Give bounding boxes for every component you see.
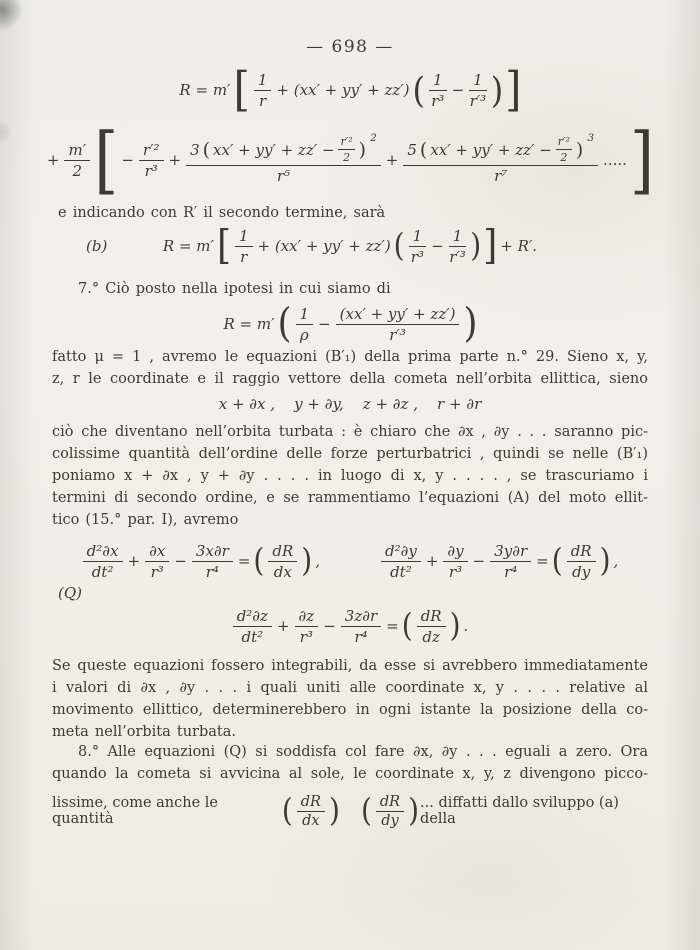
equals-sign: =	[536, 552, 549, 570]
numerator: 1	[469, 71, 487, 91]
minus-sign: −	[318, 315, 331, 333]
fraction-dz-r3	[295, 607, 319, 646]
numerator: r′²	[557, 135, 570, 148]
text-line: colissime quantità dell’ordine delle forze perturbatrici , quindi se nelle (B′₁)	[52, 446, 648, 462]
paragraph-se-queste	[52, 655, 648, 743]
plus-sign: +	[168, 151, 182, 169]
ellipsis-dots: .....	[603, 151, 627, 169]
eq-lhs: R = m′	[223, 315, 275, 333]
punctuation: .	[463, 617, 469, 635]
equals-sign: =	[386, 617, 399, 635]
numerator: 3x∂r	[192, 542, 233, 562]
fraction-dR-dx	[268, 542, 297, 581]
eq-terms: + (xx′ + yy′ + zz′)	[276, 81, 410, 99]
numerator: r′²	[139, 141, 164, 161]
denominator: dy	[381, 812, 399, 829]
inline-fraction-dR-dx: ( $\frac{dR}{dx}$ )	[281, 791, 340, 829]
denominator: ρ	[299, 325, 309, 344]
coefficient: 3	[190, 140, 200, 159]
equations-Q-row-1	[0, 532, 700, 590]
paragraph-section-8	[52, 741, 648, 835]
denominator: dy	[572, 562, 591, 581]
eq-lhs: R = m′	[162, 237, 214, 255]
equations-Q-label: (Q)	[58, 584, 83, 602]
minus-sign: −	[323, 617, 336, 635]
text-fragment: ... diffatti dallo sviluppo (a) della	[420, 795, 619, 827]
denominator: r′³	[449, 247, 466, 266]
exponent: 2	[370, 131, 377, 144]
numerator: dR	[297, 794, 325, 812]
minus-sign: −	[121, 151, 134, 169]
numerator: dR	[417, 607, 446, 627]
text-line: ciò che diventano nell’orbita turbata : è chiaro che ∂x , ∂y . . . saranno pic-	[52, 424, 648, 440]
minus-sign: −	[431, 237, 444, 255]
numerator: 3 ( xx′ + yy′ + zz′ − $\frac{\text{r′²}}{2}$ ) 2	[186, 135, 381, 166]
denominator: 2	[560, 151, 568, 164]
denominator: r⁴	[354, 627, 368, 646]
denominator: r⁵	[276, 167, 291, 185]
numerator: 1	[254, 71, 272, 91]
plus-sign: +	[276, 617, 290, 635]
text-line: i valori di ∂x , ∂y . . . i quali uniti alle coordinate x, y . . . . relative al	[52, 680, 648, 696]
numerator: 3z∂r	[341, 607, 381, 627]
fraction-rp2-over-r3	[139, 141, 164, 180]
equation-R-hypothesis: R = m′ ( $\frac{1}{\rho}$ − $\frac{(xx' + yy' + zz')}{\text{r′³}}$ )	[223, 300, 478, 347]
numerator: dR	[376, 794, 404, 812]
text-line: e indicando con R′ il secondo termine, sarà	[58, 205, 386, 221]
numerator: ∂x	[145, 542, 169, 562]
fraction-1-over-r	[254, 71, 272, 110]
denominator: r³	[144, 161, 158, 180]
equation-perturbed-coordinates	[0, 392, 700, 416]
eq-tail: + R′.	[500, 237, 538, 255]
eq-lhs: R = m′	[179, 81, 231, 99]
text-line: termini di secondo ordine, e se rammentiamo l’equazioni (A) del moto ellit-	[52, 490, 648, 506]
numerator: ∂y	[443, 542, 467, 562]
fraction-1-over-r	[235, 227, 253, 266]
inner-fraction	[556, 135, 572, 164]
fraction-terms-over-rp3	[336, 305, 460, 344]
numerator: 1	[409, 227, 427, 247]
text-line: poniamo x + ∂x , y + ∂y . . . . in luogo di x, y . . . . , se trascuriamo i	[52, 468, 648, 484]
fraction-5-term-cubed	[403, 131, 598, 185]
fraction-3xdr-r4	[192, 542, 233, 581]
denominator: dt²	[91, 562, 114, 581]
fraction-1-over-rp3	[469, 71, 487, 110]
text-line: z, r le coordinate e il raggio vettore della cometa nell’orbita ellittica, sieno	[52, 371, 648, 387]
denominator: r³	[150, 562, 164, 581]
equals-sign: =	[237, 552, 251, 570]
equation-Q-z	[0, 597, 700, 655]
minus-sign: −	[472, 552, 486, 570]
plus-sign: +	[425, 552, 439, 570]
denominator: r³	[448, 562, 463, 581]
equation-Q-y: $\frac{\text{d²∂y}}{\text{dt²}}$ + $\frac{\partial y}{\text{r³}}$ − $\frac{3y\partial r}{\text{r⁴}}$ = ( $\frac{dR}{dy}$ ) ,	[378, 542, 620, 581]
minus-sign: −	[451, 81, 465, 99]
denominator: r³	[410, 247, 424, 266]
numerator: ∂z	[295, 607, 319, 627]
fraction-dR-dz	[417, 607, 446, 646]
punctuation: ,	[613, 552, 619, 570]
exponent: 3	[587, 131, 595, 144]
numerator: 1	[296, 305, 314, 325]
text-fragment: lissime, come anche le quantità	[52, 795, 218, 827]
fraction-dR-dx	[297, 794, 325, 829]
fraction-1-over-r3	[429, 71, 447, 110]
plus-sign: +	[127, 552, 141, 570]
equation-Q-x: $\frac{\text{d²∂x}}{\text{dt²}}$ + $\frac{\partial x}{\text{r³}}$ − $\frac{3x\partial r}{\text{r⁴}}$ = ( $\frac{dR}{dx}$ ) ,	[80, 542, 322, 581]
denominator: r′³	[469, 91, 487, 110]
terms: xx′ + yy′ + zz′ −	[213, 140, 335, 159]
numerator: 1	[235, 227, 253, 247]
fraction-d2dx-dt2	[83, 542, 123, 581]
fraction-3zdr-r4	[341, 607, 381, 646]
fraction-1-over-rp3	[449, 227, 467, 266]
coefficient: 5	[407, 140, 417, 159]
fraction-1-over-rho	[296, 305, 314, 344]
text-line: Se queste equazioni fossero integrabili, da esse si avrebbero immediatamente	[52, 658, 648, 674]
punctuation: ,	[315, 552, 320, 570]
text-line: tico (15.° par. I), avremo	[52, 512, 239, 528]
eq-text: x + ∂x , y + ∂y, z + ∂z , r + ∂r	[218, 395, 482, 413]
denominator: r′³	[389, 325, 406, 344]
text-line: 7.° Ciò posto nella ipotesi in cui siamo di	[78, 281, 391, 297]
text-line: quando la cometa si avvicina al sole, le coordinate x, y, z divengono picco-	[52, 766, 648, 782]
fraction-dy-r3	[443, 542, 467, 581]
paragraph-fatto-mu	[52, 346, 648, 390]
denominator: dz	[422, 627, 440, 646]
paragraph-section-7	[52, 278, 648, 300]
denominator: r³	[299, 627, 313, 646]
numerator: d²∂z	[233, 607, 272, 627]
numerator: 1	[429, 71, 447, 91]
denominator: dx	[302, 812, 320, 829]
denominator: r⁴	[205, 562, 219, 581]
denominator: dt²	[390, 562, 412, 581]
equation-R-expansion-second-term: + $\frac{m'}{2}$ [ − $\frac{\text{r′²}}{\text{r³}}$ + 3 ( xx′ + yy′ + zz′ − $\frac{\text{r′²}}{2}$ ) 2 r⁵ + 5 ( xx′ + yy′ + zz′ − $\frac{\text{r′²}}{2}$ ) 3 r⁷ ..... ]	[46, 116, 655, 203]
plus-sign: +	[385, 151, 399, 169]
denominator: r³	[431, 91, 445, 110]
text-line: 8.° Alle equazioni (Q) si soddisfa col fare ∂x, ∂y . . . eguali a zero. Ora	[78, 744, 648, 760]
fraction-d2dy-dt2	[381, 542, 421, 581]
fraction-mprime-over-2	[64, 141, 90, 180]
equation-b: (b) R = m′ [ $\frac{1}{r}$ + (xx′ + yy′ + zz′) ( $\frac{1}{\text{r³}}$ − $\frac{1}{\text{r′³}}$ ) ] + R′.	[86, 222, 538, 269]
equation-b-label: (b)	[86, 237, 108, 255]
denominator: 2	[343, 151, 351, 164]
paragraph-orbita-turbata	[52, 421, 648, 531]
fraction-1-over-r3	[409, 227, 427, 266]
text-line-with-fractions	[52, 787, 648, 835]
fraction-dR-dy	[567, 542, 596, 581]
numerator: d²∂x	[83, 542, 123, 562]
numerator: r′²	[340, 135, 353, 148]
numerator: 1	[449, 227, 467, 247]
equation-Q-z-group: $\frac{\text{d²∂z}}{\text{dt²}}$ + $\frac{\partial z}{\text{r³}}$ − $\frac{3z\partial r}{\text{r⁴}}$ = ( $\frac{dR}{dz}$ ) .	[230, 607, 471, 646]
fraction-3ydr-r4	[490, 542, 531, 581]
eq-terms: + (xx′ + yy′ + zz′)	[257, 237, 391, 255]
denominator: r⁴	[504, 562, 518, 581]
numerator: dR	[567, 542, 596, 562]
denominator: dx	[273, 562, 292, 581]
minus-sign: −	[174, 552, 187, 570]
text-line: meta nell’orbita turbata.	[52, 724, 236, 740]
fraction-d2dz-dt2	[233, 607, 272, 646]
inner-fraction	[338, 135, 354, 164]
denominator: dt²	[241, 627, 264, 646]
numerator: (xx′ + yy′ + zz′)	[336, 305, 460, 325]
terms: xx′ + yy′ + zz′ −	[430, 140, 552, 159]
text-line: fatto μ = 1 , avremo le equazioni (B′₁) della prima parte n.° 29. Sieno x, y,	[52, 349, 648, 365]
fraction-3-term-squared	[186, 131, 381, 185]
equation-R-expansion: R = m′ [ $\frac{1}{r}$ + (xx′ + yy′ + zz′) ( $\frac{1}{\text{r³}}$ − $\frac{1}{\text{r′³}}$ ) ]	[179, 62, 522, 117]
page-number: — 698 —	[306, 37, 394, 57]
numerator: m′	[64, 141, 90, 161]
denominator: 2	[72, 161, 83, 180]
numerator: dR	[268, 542, 297, 562]
denominator: r	[259, 91, 267, 110]
fraction-dx-r3	[145, 542, 169, 581]
numerator: d²∂y	[381, 542, 421, 562]
plus-sign: +	[46, 151, 60, 169]
numerator: 3y∂r	[490, 542, 531, 562]
numerator: 5 ( xx′ + yy′ + zz′ − $\frac{\text{r′²}}{2}$ ) 3	[403, 135, 598, 166]
denominator: r	[240, 247, 248, 266]
denominator: r⁷	[494, 167, 508, 185]
inline-fraction-dR-dy: ( $\frac{dR}{dy}$ )	[360, 791, 420, 829]
fraction-dR-dy	[376, 794, 404, 829]
text-line: movimento ellittico, determinerebbero in ogni istante la posizione della co-	[52, 702, 648, 718]
